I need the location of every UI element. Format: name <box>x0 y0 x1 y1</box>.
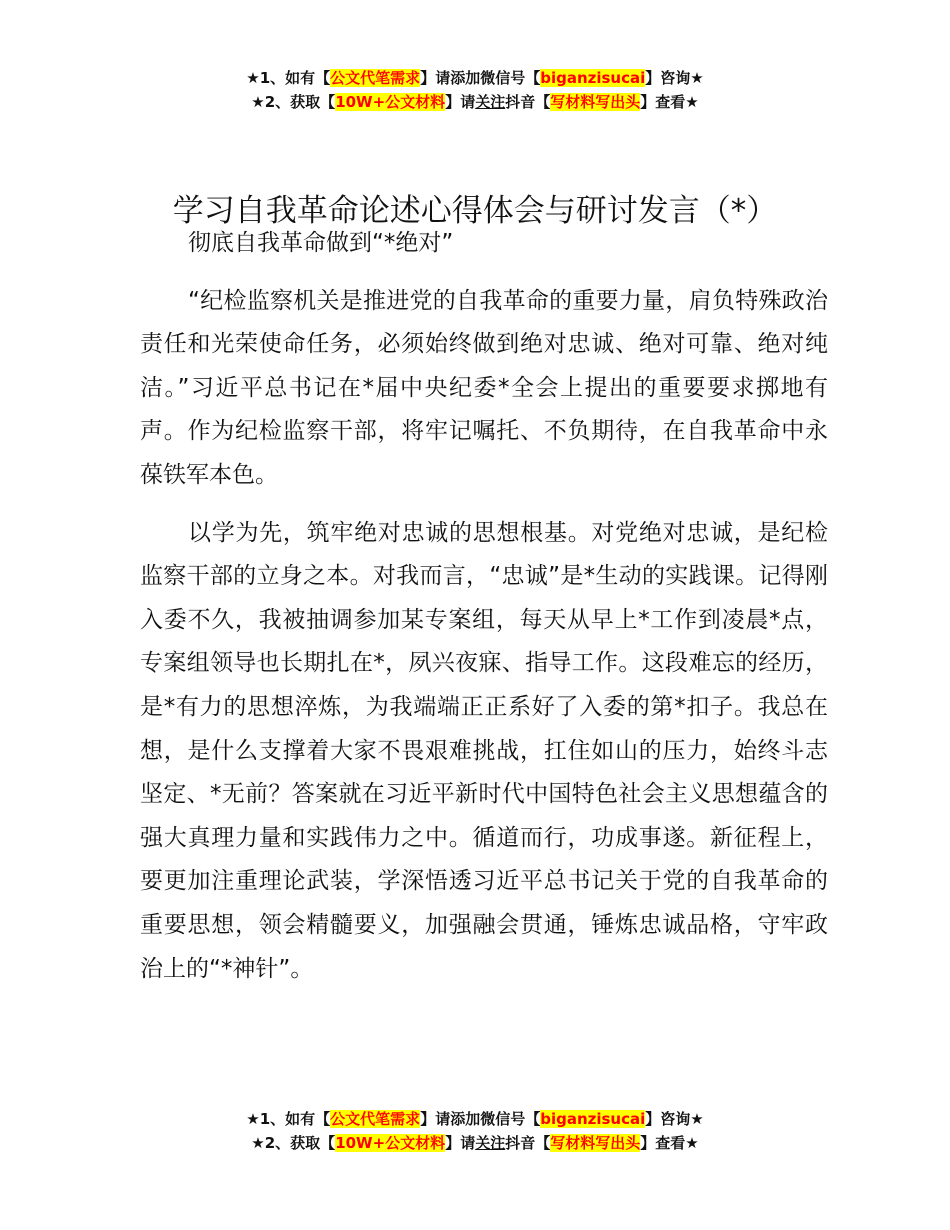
banner-underlined: 关注 <box>475 93 506 111</box>
banner-highlight: biganzisucai <box>540 69 646 87</box>
banner-highlight: 公文代笔需求 <box>330 69 421 87</box>
header-banner <box>0 66 950 114</box>
banner-highlight: 10W+公文材料 <box>335 1134 446 1152</box>
banner-highlight: 写材料写出头 <box>550 1134 641 1152</box>
banner-text: ★1、如有【 <box>246 69 331 87</box>
document-body <box>140 222 828 1005</box>
document-title: 学习自我革命论述心得体会与研讨发言（*） <box>172 192 778 229</box>
body-paragraph: 以学为先，筑牢绝对忠诚的思想根基。对党绝对忠诚，是纪检监察干部的立身之本。对我而言，“忠诚”是*生动的实践课。记得刚入委不久，我被抽调参加某专案组，每天从早上*工作到凌晨*点，专案组领导也长期扎在*，夙兴夜寐、指导工作。这段难忘的经历，是*有力的思想淬炼，为我端端正正系好了入委的第*扣子。我总在想，是什么支撑着大家不畏艰难挑战，扛住如山的压力，始终斗志坚定、*无前？答案就在习近平新时代中国特色社会主义思想蕴含的强大真理力量和实践伟力之中。循道而行，功成事遂。新征程上，要更加注重理论武装，学深悟透习近平总书记关于党的自我革命的重要思想，领会精髓要义，加强融会贯通，锤炼忠诚品格，守牢政治上的“*神针”。 <box>140 519 828 982</box>
banner-text: ★1、如有【 <box>246 1110 331 1128</box>
banner-text: ★2、获取【 <box>251 93 336 111</box>
banner-line-1 <box>0 66 950 90</box>
banner-text: 】请 <box>445 93 476 111</box>
banner-text: 】查看★ <box>640 93 699 111</box>
banner-text: 】咨询★ <box>645 1110 704 1128</box>
banner-text: 】请 <box>445 1134 476 1152</box>
banner-text: 抖音【 <box>505 93 551 111</box>
banner-text: 】咨询★ <box>645 69 704 87</box>
banner-line-2 <box>0 1131 950 1155</box>
document-subheading: 彻底自我革命做到“*绝对” <box>188 230 454 256</box>
banner-highlight: biganzisucai <box>540 1110 646 1128</box>
banner-highlight: 公文代笔需求 <box>330 1110 421 1128</box>
banner-text: 】请添加微信号【 <box>420 1110 541 1128</box>
banner-text: 】请添加微信号【 <box>420 69 541 87</box>
body-paragraph: “纪检监察机关是推进党的自我革命的重要力量，肩负特殊政治责任和光荣使命任务，必须始终做到绝对忠诚、绝对可靠、绝对纯洁。”习近平总书记在*届中央纪委*全会上提出的重要要求掷地有声。作为纪检监察干部，将牢记嘱托、不负期待，在自我革命中永葆铁军本色。 <box>140 287 828 488</box>
banner-text: 】查看★ <box>640 1134 699 1152</box>
banner-text: 抖音【 <box>505 1134 551 1152</box>
footer-banner <box>0 1107 950 1155</box>
banner-line-1 <box>0 1107 950 1131</box>
banner-highlight: 写材料写出头 <box>550 93 641 111</box>
banner-text: ★2、获取【 <box>251 1134 336 1152</box>
banner-underlined: 关注 <box>475 1134 506 1152</box>
banner-line-2 <box>0 90 950 114</box>
banner-highlight: 10W+公文材料 <box>335 93 446 111</box>
